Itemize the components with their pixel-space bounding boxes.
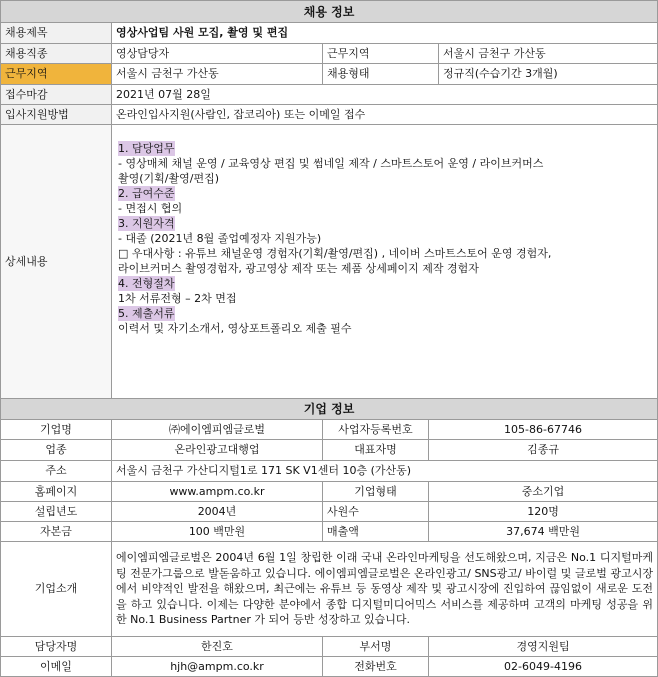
intro-label: 기업소개 bbox=[1, 542, 112, 637]
details-qualification-text: - 대졸 (2021년 8월 졸업예정자 지원가능) bbox=[118, 232, 322, 245]
details-heading-duties: 1. 담당업무 bbox=[118, 142, 175, 155]
employment-type-label: 채용형태 bbox=[323, 64, 439, 85]
details-preferred-text-2: 라이브커머스 촬영경험자, 광고영상 제작 또는 제품 상세페이지 제작 경험자 bbox=[118, 262, 479, 275]
founded-label: 설립년도 bbox=[1, 502, 112, 522]
details-heading-salary: 2. 급여수준 bbox=[118, 187, 175, 200]
details-salary-text: - 면접시 협의 bbox=[118, 202, 183, 215]
job-title-value: 영상사업팀 사원 모집, 촬영 및 편집 bbox=[112, 23, 658, 44]
email-label: 이메일 bbox=[1, 657, 112, 677]
ceo-value: 김종규 bbox=[429, 440, 658, 461]
details-preferred-text: □ 우대사항 : 유튜브 채널운영 경험자(기획/촬영/편집) , 네이버 스마트스토어 운영 경험자, bbox=[118, 247, 552, 260]
details-heading-qualification: 3. 지원자격 bbox=[118, 217, 175, 230]
company-type-value: 중소기업 bbox=[429, 482, 658, 502]
dept-label: 부서명 bbox=[323, 637, 429, 657]
biz-no-value: 105-86-67746 bbox=[429, 420, 658, 440]
work-region-highlight-label: 근무지역 bbox=[1, 64, 112, 85]
details-label: 상세내용 bbox=[1, 125, 112, 399]
revenue-value: 37,674 백만원 bbox=[429, 522, 658, 542]
details-heading-documents: 5. 제출서류 bbox=[118, 307, 175, 320]
company-name-label: 기업명 bbox=[1, 420, 112, 440]
employees-label: 사원수 bbox=[323, 502, 429, 522]
company-info-table bbox=[0, 398, 658, 677]
details-duties-text: - 영상매체 채널 운영 / 교육영상 편집 및 썸네일 제작 / 스마트스토어 운영 / 라이브커머스 bbox=[118, 157, 544, 170]
details-documents-text: 이력서 및 자기소개서, 영상포트폴리오 제출 필수 bbox=[118, 322, 352, 335]
dept-value: 경영지원팀 bbox=[429, 637, 658, 657]
intro-value: 에이엠피엠글로벌은 2004년 6월 1일 창립한 이래 국내 온라인마케팅을 선도해왔으며, 지금은 No.1 디지털마케팅 전문가그룹으로 발돋움하고 있습니다. 에이엠피엠글로벌은 온라인광고/ SNS광고/ 바이럴 및 글로벌 광고시장에서 비약적인 발전을 해왔으며, 최근에는 유튜브 등 동영상 제작 및 광고시장에 진입하여 끊임없이 새로운 도전을 하고 있습니다. 이제는 다양한 분야에서 종합 디지털미디어믹스 서비스를 제공하며 고객의 마케팅 성공을 위한 No.1 Business Partner 가 되어 등반 성장하고 있습니다. bbox=[112, 542, 658, 637]
capital-label: 자본금 bbox=[1, 522, 112, 542]
homepage-label: 홈페이지 bbox=[1, 482, 112, 502]
phone-label: 전화번호 bbox=[323, 657, 429, 677]
details-duties-text-2: 촬영(기획/촬영/편집) bbox=[118, 172, 220, 185]
apply-method-value: 온라인입사지원(사람인, 잡코리아) 또는 이메일 접수 bbox=[112, 105, 658, 125]
employees-value: 120명 bbox=[429, 502, 658, 522]
details-heading-process: 4. 전형절차 bbox=[118, 277, 175, 290]
founded-value: 2004년 bbox=[112, 502, 323, 522]
phone-value: 02-6049-4196 bbox=[429, 657, 658, 677]
capital-value: 100 백만원 bbox=[112, 522, 323, 542]
apply-method-label: 입사지원방법 bbox=[1, 105, 112, 125]
employment-type-value: 정규직(수습기간 3개월) bbox=[439, 64, 658, 85]
job-title-label: 채용제목 bbox=[1, 23, 112, 44]
details-process-text: 1차 서류전형 – 2차 면접 bbox=[118, 292, 237, 305]
company-name-value: ㈜에이엠피엠글로벌 bbox=[112, 420, 323, 440]
contact-label: 담당자명 bbox=[1, 637, 112, 657]
industry-value: 온라인광고대행업 bbox=[112, 440, 323, 461]
work-region-label: 근무지역 bbox=[323, 44, 439, 64]
deadline-value: 2021년 07월 28일 bbox=[112, 85, 658, 105]
homepage-link[interactable]: www.ampm.co.kr bbox=[112, 482, 323, 502]
biz-no-label: 사업자등록번호 bbox=[323, 420, 429, 440]
address-label: 주소 bbox=[1, 461, 112, 482]
work-region-value: 서울시 금천구 가산동 bbox=[439, 44, 658, 64]
work-region-highlight-value: 서울시 금천구 가산동 bbox=[112, 64, 323, 85]
ceo-label: 대표자명 bbox=[323, 440, 429, 461]
revenue-label: 매출액 bbox=[323, 522, 429, 542]
job-info-section-title: 채용 정보 bbox=[1, 1, 658, 23]
deadline-label: 접수마감 bbox=[1, 85, 112, 105]
job-position-label: 채용직종 bbox=[1, 44, 112, 64]
details-content bbox=[112, 125, 658, 399]
address-value: 서울시 금천구 가산디지털1로 171 SK V1센터 10층 (가산동) bbox=[112, 461, 658, 482]
company-type-label: 기업형태 bbox=[323, 482, 429, 502]
company-info-section-title: 기업 정보 bbox=[1, 399, 658, 420]
contact-value: 한진호 bbox=[112, 637, 323, 657]
email-link[interactable]: hjh@ampm.co.kr bbox=[112, 657, 323, 677]
industry-label: 업종 bbox=[1, 440, 112, 461]
job-position-value: 영상담당자 bbox=[112, 44, 323, 64]
